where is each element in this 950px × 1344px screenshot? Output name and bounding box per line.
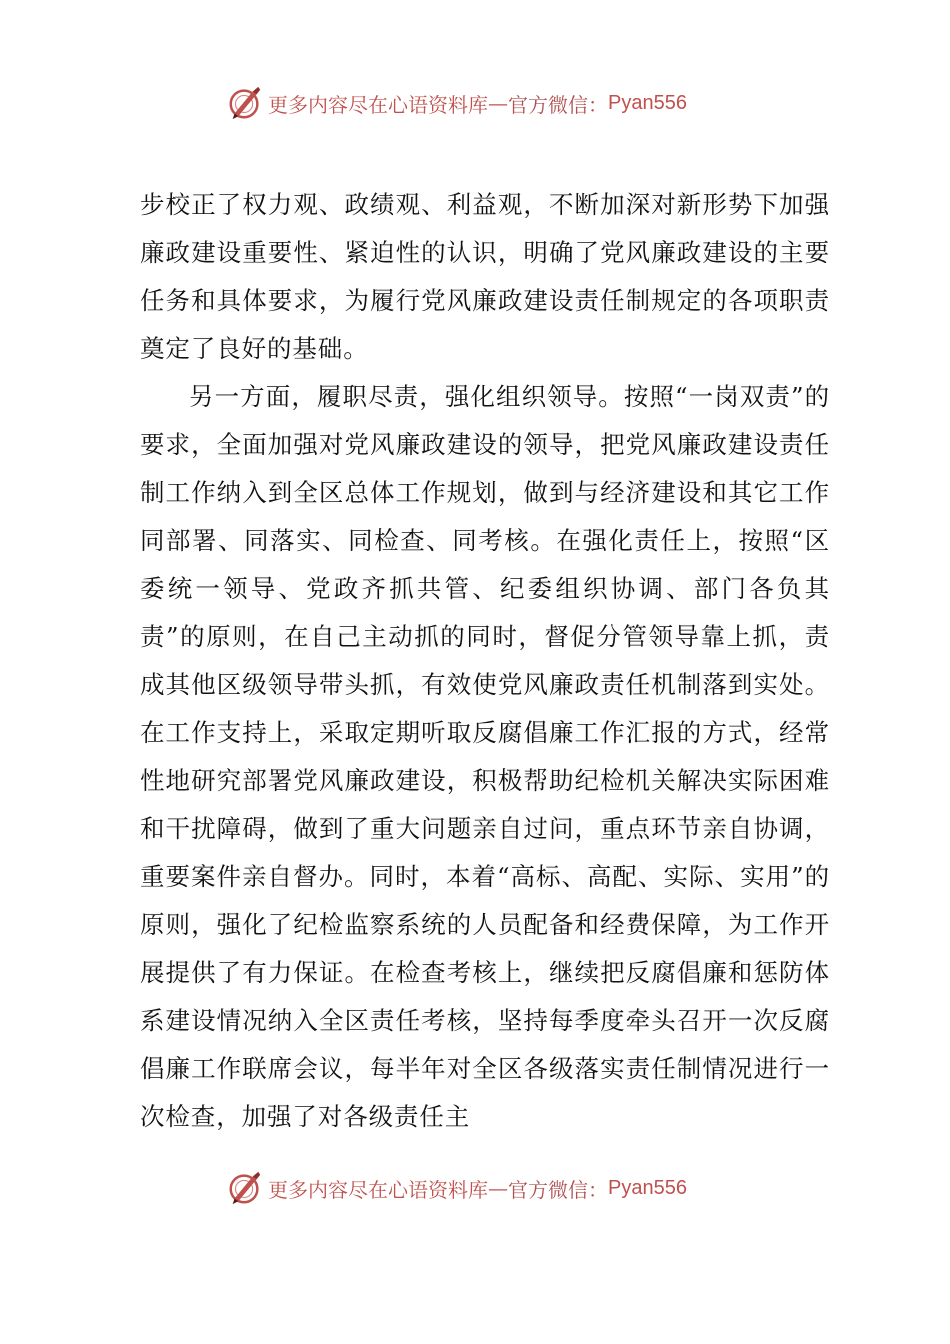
body-paragraph-1: 步校正了权力观、政绩观、利益观，不断加深对新形势下加强廉政建设重要性、紧迫性的认识，明确了党风廉政建设的主要任务和具体要求，为履行党风廉政建设责任制规定的各项职责奠定了良好的基础。 [140, 190, 830, 363]
pen-logo-icon [226, 84, 264, 122]
footer-banner-official: 官方微信： [508, 1177, 608, 1202]
footer-banner-separator: — [488, 1176, 508, 1200]
document-body [140, 181, 830, 1141]
header-banner-wechat-id: Pyan556 [608, 91, 687, 114]
pen-logo-icon [226, 1169, 264, 1207]
header-banner-official: 官方微信： [508, 92, 608, 117]
footer-banner-text: 更多内容尽在心语资料库 [268, 1177, 488, 1202]
footer-banner-wechat-id: Pyan556 [608, 1176, 687, 1199]
header-banner-text: 更多内容尽在心语资料库 [268, 92, 488, 117]
header-banner [226, 83, 746, 123]
body-paragraph-2: 另一方面，履职尽责，强化组织领导。按照“一岗双责”的要求，全面加强对党风廉政建设的领导，把党风廉政建设责任制工作纳入到全区总体工作规划，做到与经济建设和其它工作同部署、同落实、同检查、同考核。在强化责任上，按照“区委统一领导、党政齐抓共管、纪委组织协调、部门各负其责”的原则，在自己主动抓的同时，督促分管领导靠上抓，责成其他区级领导带头抓，有效使党风廉政责任机制落到实处。在工作支持上，采取定期听取反腐倡廉工作汇报的方式，经常性地研究部署党风廉政建设，积极帮助纪检机关解决实际困难和干扰障碍，做到了重大问题亲自过问，重点环节亲自协调，重要案件亲自督办。同时，本着“高标、高配、实际、实用”的原则，强化了纪检监察系统的人员配备和经费保障，为工作开展提供了有力保证。在检查考核上，继续把反腐倡廉和惩防体系建设情况纳入全区责任考核，坚持每季度牵头召开一次反腐倡廉工作联席会议，每半年对全区各级落实责任制情况进行一次检查，加强了对各级责任主 [140, 382, 830, 1131]
footer-banner [226, 1168, 746, 1208]
header-banner-separator: — [488, 91, 508, 115]
